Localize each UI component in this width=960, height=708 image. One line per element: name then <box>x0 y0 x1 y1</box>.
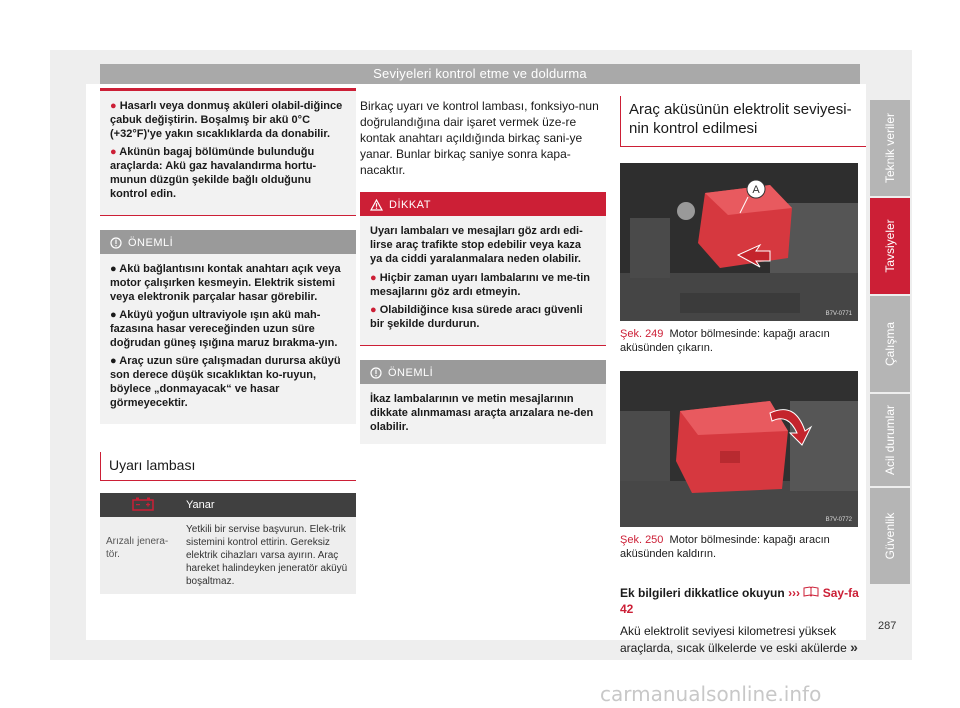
page-number: 287 <box>878 620 897 632</box>
extra-info-line: Ek bilgileri dikkatlice okuyun ››› Say-fa 42 <box>620 586 859 616</box>
engine-bay-illustration <box>620 163 858 321</box>
notice-bullet: ● Akü bağlantısını kontak anahtarı açık veya motor çalışırken kesmeyin. Elektrik sistemi veya elektronik parçalar hasar görebilir. <box>110 263 341 303</box>
tab-teknik-veriler[interactable]: Teknik veriler <box>870 100 910 196</box>
notice-box-2 <box>360 360 606 444</box>
caution-header <box>360 195 606 216</box>
notice-header-2 <box>360 363 606 384</box>
notice-text-2: İkaz lambalarının ve metin mesajlarının dikkate alınmaması araçta arızalara ne-den olabilir. <box>370 393 594 433</box>
warning-triangle-icon <box>370 199 383 211</box>
warning-box-continued <box>100 88 356 216</box>
info-icon <box>370 367 382 379</box>
section-title-warning-lamp: Uyarı lambası <box>100 452 356 481</box>
warning-bullet: ● Akünün bagaj bölümünde bulunduğu araçlarda: Akü gaz havalandırma hortu-munun düzgün şekilde bağlı olduğunu kontrol edin. <box>110 146 317 200</box>
column-left <box>100 84 356 594</box>
figure-250-engine-bay <box>620 371 858 527</box>
notice-bullet: ● Araç uzun süre çalışmadan durursa aküyü son derece düşük sıcaklıktan ko-ruyun, böylece „donmayacak“ ve hasar görmeyecektir. <box>110 355 341 409</box>
caution-bullet: ● Olabildiğince kısa sürede aracı güvenli bir şekilde durdurun. <box>370 304 583 330</box>
notice-header <box>100 233 356 254</box>
notice-box <box>100 230 356 424</box>
column-middle <box>360 84 606 444</box>
lamp-action-cell: Yetkili bir servise başvurun. Elek-trik sistemini kontrol ettirin. Gereksiz elektrik cihazları varsa ayırın. Araç hareket halindeyken jeneratör aküyü boşaltmaz. <box>180 517 356 594</box>
page-header: Seviyeleri kontrol etme ve doldurma <box>100 64 860 84</box>
figure-label-a: A <box>752 184 760 196</box>
tab-acil-durumlar[interactable]: Acil durumlar <box>870 394 910 486</box>
lamp-symbol-cell <box>100 493 180 517</box>
caution-text: Uyarı lambaları ve mesajları göz ardı edi-lirse araç trafikte stop edebilir veya kaza ya da ciddi yaralanmalara neden olabilir. <box>370 225 583 265</box>
info-icon <box>110 237 122 249</box>
intro-paragraph: Birkaç uyarı ve kontrol lambası, fonksiyo-nun doğrulandığına dair işaret vermek üze-re kontak anahtarı açıldığında birkaç sani-ye yanar. Bunlar birkaç saniye sonra kapa-nacaktır. <box>360 99 599 177</box>
bottom-paragraph: Akü elektrolit seviyesi kilometresi yüksek araçlarda, sıcak ülkelerde ve eski akülerde » <box>620 624 858 655</box>
caution-box <box>360 192 606 346</box>
caution-label: DİKKAT <box>389 199 431 211</box>
section-title-electrolyte: Araç aküsünün elektrolit seviyesi-nin kontrol edilmesi <box>620 96 866 147</box>
battery-icon <box>132 497 154 511</box>
figure-249-caption: Şek. 249 Motor bölmesinde: kapağı aracın aküsünden çıkarın. <box>620 328 830 354</box>
engine-bay-illustration-2 <box>620 371 858 527</box>
figure-code-2: B7V-0772 <box>825 517 852 523</box>
tab-tavsiyeler[interactable]: Tavsiyeler <box>870 198 910 294</box>
notice-label-2: ÖNEMLİ <box>388 367 434 379</box>
warning-bullet: ● Hasarlı veya donmuş aküleri olabil-diğince çabuk değiştirin. Boşalmış bir akü 0°C (+32°F)'ye yakın sıcaklıklarda da donabilir. <box>110 100 343 140</box>
warning-lamp-table <box>100 493 356 594</box>
figure-249-engine-bay <box>620 163 858 321</box>
figure-code-1: B7V-0771 <box>825 311 852 317</box>
column-right <box>620 84 866 656</box>
tab-calisma[interactable]: Çalışma <box>870 296 910 392</box>
caution-bullet: ● Hiçbir zaman uyarı lambalarını ve me-tin mesajlarını göz ardı etmeyin. <box>370 272 590 298</box>
continue-arrow-icon: » <box>850 639 858 655</box>
book-icon <box>803 586 819 597</box>
lamp-status-header: Yanar <box>180 493 356 517</box>
figure-250-caption: Şek. 250 Motor bölmesinde: kapağı aracın aküsünden kaldırın. <box>620 534 830 560</box>
lamp-condition-cell: Arızalı jenera-tör. <box>100 517 180 594</box>
page-reference-link[interactable]: Say-fa 42 <box>620 586 859 616</box>
footer-watermark: carmanualsonline.info <box>600 682 822 706</box>
tab-guvenlik[interactable]: Güvenlik <box>870 488 910 584</box>
page-content <box>86 84 866 655</box>
notice-bullet: ● Aküyü yoğun ultraviyole ışın akü mah-fazasına hasar vereceğinden uzun süre doğrudan güneş ışığına maruz bırakma-yın. <box>110 309 338 349</box>
notice-label: ÖNEMLİ <box>128 237 174 249</box>
